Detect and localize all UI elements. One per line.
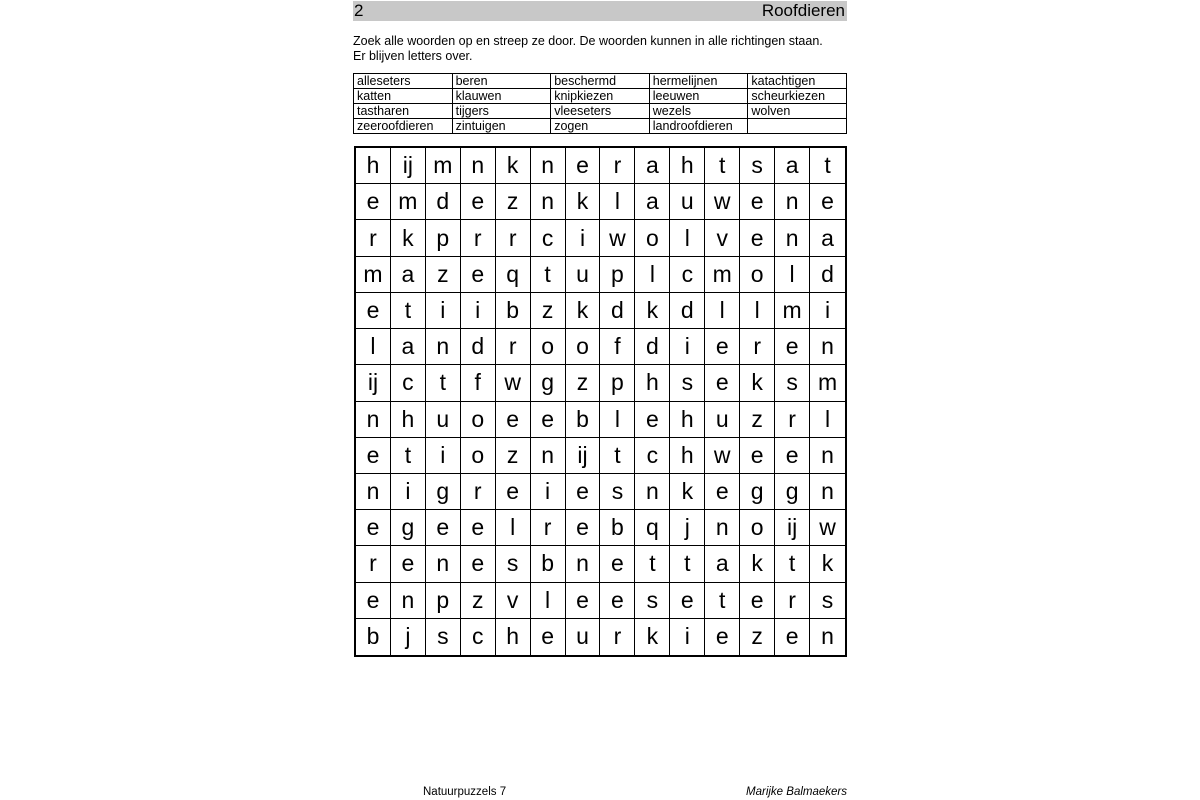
grid-cell[interactable]: e: [496, 402, 531, 438]
grid-cell[interactable]: e: [740, 184, 775, 220]
word-list-item: leeuwen: [649, 89, 748, 104]
page-title: Roofdieren: [761, 1, 845, 20]
grid-cell[interactable]: d: [810, 257, 845, 293]
grid-cell[interactable]: e: [461, 546, 496, 582]
grid-cell[interactable]: s: [635, 583, 670, 619]
word-list-item: beschermd: [551, 74, 650, 89]
grid-cell[interactable]: d: [670, 293, 705, 329]
grid-cell[interactable]: t: [775, 546, 810, 582]
grid-cell[interactable]: t: [670, 546, 705, 582]
grid-cell[interactable]: s: [810, 583, 845, 619]
grid-cell[interactable]: b: [356, 619, 391, 655]
grid-cell[interactable]: d: [635, 329, 670, 365]
grid-cell[interactable]: k: [496, 148, 531, 184]
grid-cell[interactable]: e: [356, 583, 391, 619]
grid-cell[interactable]: v: [496, 583, 531, 619]
grid-cell[interactable]: a: [391, 329, 426, 365]
word-list-item: katten: [354, 89, 453, 104]
grid-cell[interactable]: b: [531, 546, 566, 582]
grid-cell[interactable]: h: [391, 402, 426, 438]
grid-cell[interactable]: o: [635, 220, 670, 256]
grid-cell[interactable]: d: [600, 293, 635, 329]
grid-cell[interactable]: u: [705, 402, 740, 438]
grid-cell[interactable]: t: [810, 148, 845, 184]
grid-cell[interactable]: n: [775, 220, 810, 256]
grid-cell[interactable]: n: [810, 329, 845, 365]
word-list-item: katachtigen: [748, 74, 847, 89]
grid-cell[interactable]: k: [740, 365, 775, 401]
word-list-row: [354, 119, 847, 134]
grid-cell[interactable]: q: [496, 257, 531, 293]
grid-cell[interactable]: z: [461, 583, 496, 619]
grid-cell[interactable]: s: [600, 474, 635, 510]
grid-cell[interactable]: n: [426, 329, 461, 365]
grid-cell[interactable]: e: [531, 402, 566, 438]
word-list-item: beren: [452, 74, 551, 89]
grid-cell[interactable]: g: [740, 474, 775, 510]
grid-cell[interactable]: s: [775, 365, 810, 401]
grid-cell[interactable]: c: [391, 365, 426, 401]
grid-cell[interactable]: a: [635, 148, 670, 184]
grid-cell[interactable]: e: [461, 510, 496, 546]
grid-cell[interactable]: p: [426, 583, 461, 619]
grid-cell[interactable]: u: [566, 257, 601, 293]
grid-cell[interactable]: ij: [775, 510, 810, 546]
grid-cell[interactable]: l: [600, 402, 635, 438]
grid-cell[interactable]: i: [810, 293, 845, 329]
grid-cell[interactable]: u: [566, 619, 601, 655]
grid-cell[interactable]: a: [775, 148, 810, 184]
grid-cell[interactable]: e: [775, 619, 810, 655]
grid-cell[interactable]: m: [356, 257, 391, 293]
grid-cell[interactable]: v: [705, 220, 740, 256]
word-list-row: [354, 104, 847, 119]
grid-cell[interactable]: c: [635, 438, 670, 474]
grid-cell[interactable]: a: [705, 546, 740, 582]
grid-cell[interactable]: s: [496, 546, 531, 582]
grid-cell[interactable]: h: [496, 619, 531, 655]
grid-cell[interactable]: n: [531, 438, 566, 474]
grid-cell[interactable]: k: [391, 220, 426, 256]
grid-cell[interactable]: r: [356, 220, 391, 256]
grid-cell[interactable]: e: [740, 438, 775, 474]
grid-cell[interactable]: e: [775, 329, 810, 365]
grid-cell[interactable]: k: [635, 293, 670, 329]
grid-cell[interactable]: z: [426, 257, 461, 293]
grid-cell[interactable]: n: [461, 148, 496, 184]
grid-cell[interactable]: e: [566, 474, 601, 510]
grid-cell[interactable]: i: [531, 474, 566, 510]
grid-cell[interactable]: l: [531, 583, 566, 619]
word-list-item: tijgers: [452, 104, 551, 119]
grid-cell[interactable]: a: [391, 257, 426, 293]
grid-cell[interactable]: m: [391, 184, 426, 220]
grid-cell[interactable]: n: [531, 148, 566, 184]
grid-cell[interactable]: t: [705, 583, 740, 619]
worksheet-page: [353, 0, 847, 800]
word-list-item: zintuigen: [452, 119, 551, 134]
grid-cell[interactable]: e: [356, 293, 391, 329]
grid-cell[interactable]: j: [670, 510, 705, 546]
grid-cell[interactable]: k: [810, 546, 845, 582]
word-list-item: vleeseters: [551, 104, 650, 119]
grid-cell[interactable]: a: [810, 220, 845, 256]
grid-cell[interactable]: e: [635, 402, 670, 438]
grid-cell[interactable]: z: [531, 293, 566, 329]
grid-cell[interactable]: e: [356, 510, 391, 546]
word-list-item: knipkiezen: [551, 89, 650, 104]
grid-cell[interactable]: i: [566, 220, 601, 256]
word-list-item: [748, 119, 847, 134]
grid-cell[interactable]: f: [461, 365, 496, 401]
grid-cell[interactable]: e: [740, 220, 775, 256]
grid-cell[interactable]: n: [810, 474, 845, 510]
grid-cell[interactable]: t: [391, 438, 426, 474]
grid-cell[interactable]: b: [566, 402, 601, 438]
word-list-item: alleseters: [354, 74, 453, 89]
grid-cell[interactable]: n: [566, 546, 601, 582]
grid-cell[interactable]: u: [670, 184, 705, 220]
grid-cell[interactable]: n: [775, 184, 810, 220]
grid-cell[interactable]: e: [566, 583, 601, 619]
grid-cell[interactable]: h: [356, 148, 391, 184]
grid-cell[interactable]: e: [461, 257, 496, 293]
grid-cell[interactable]: o: [461, 438, 496, 474]
page-header: [353, 1, 847, 21]
grid-cell[interactable]: l: [740, 293, 775, 329]
grid-cell[interactable]: n: [821, 623, 834, 650]
grid-cell[interactable]: e: [705, 619, 740, 655]
grid-cell[interactable]: z: [496, 438, 531, 474]
word-list-item: zogen: [551, 119, 650, 134]
grid-cell[interactable]: m: [426, 148, 461, 184]
grid-cell[interactable]: z: [740, 619, 775, 655]
grid-cell[interactable]: i: [670, 329, 705, 365]
grid-cell[interactable]: s: [426, 619, 461, 655]
grid-cell[interactable]: r: [775, 402, 810, 438]
grid-cell[interactable]: h: [670, 148, 705, 184]
grid-cell[interactable]: e: [391, 546, 426, 582]
grid-cell[interactable]: c: [461, 619, 496, 655]
grid-cell[interactable]: t: [426, 365, 461, 401]
word-list-row: [354, 89, 847, 104]
grid-cell[interactable]: e: [426, 510, 461, 546]
grid-cell[interactable]: r: [775, 583, 810, 619]
grid-cell[interactable]: w: [705, 438, 740, 474]
word-list-item: wolven: [748, 104, 847, 119]
grid-cell[interactable]: n: [531, 184, 566, 220]
grid-cell[interactable]: k: [740, 546, 775, 582]
instruction-line: Zoek alle woorden op en streep ze door. De woorden kunnen in alle richtingen staan.: [353, 34, 823, 48]
grid-cell[interactable]: n: [356, 402, 391, 438]
grid-cell[interactable]: e: [810, 184, 845, 220]
grid-cell[interactable]: d: [461, 329, 496, 365]
grid-cell[interactable]: t: [635, 546, 670, 582]
page-number: 2: [354, 1, 364, 20]
grid-cell[interactable]: e: [566, 148, 601, 184]
grid-cell[interactable]: n: [426, 546, 461, 582]
grid-cell[interactable]: r: [496, 329, 531, 365]
grid-cell[interactable]: o: [566, 329, 601, 365]
grid-cell[interactable]: i: [391, 474, 426, 510]
footer-book-title: Natuurpuzzels 7: [423, 786, 507, 798]
grid-cell[interactable]: n: [635, 474, 670, 510]
grid-cell[interactable]: ij: [391, 148, 426, 184]
grid-cell[interactable]: u: [426, 402, 461, 438]
grid-cell[interactable]: e: [670, 583, 705, 619]
grid-cell[interactable]: g: [391, 510, 426, 546]
grid-cell[interactable]: l: [356, 329, 391, 365]
grid-cell[interactable]: g: [531, 365, 566, 401]
grid-cell[interactable]: r: [461, 220, 496, 256]
grid-cell[interactable]: l: [600, 184, 635, 220]
grid-cell[interactable]: e: [705, 329, 740, 365]
grid-cell[interactable]: q: [635, 510, 670, 546]
grid-cell[interactable]: m: [705, 257, 740, 293]
grid-cell[interactable]: h: [670, 402, 705, 438]
grid-cell[interactable]: r: [496, 220, 531, 256]
grid-cell[interactable]: w: [600, 220, 635, 256]
instructions: [353, 34, 847, 64]
grid-cell[interactable]: w: [810, 510, 845, 546]
grid-cell[interactable]: z: [496, 184, 531, 220]
grid-cell[interactable]: z: [566, 365, 601, 401]
grid-cell[interactable]: s: [740, 148, 775, 184]
grid-cell[interactable]: e: [705, 474, 740, 510]
grid-cell[interactable]: e: [740, 583, 775, 619]
grid-cell[interactable]: o: [740, 510, 775, 546]
word-list: [353, 73, 847, 134]
grid-cell[interactable]: l: [810, 402, 845, 438]
grid-cell[interactable]: o: [461, 402, 496, 438]
grid-cell[interactable]: r: [531, 510, 566, 546]
grid-cell[interactable]: e: [775, 438, 810, 474]
grid-cell[interactable]: e: [600, 546, 635, 582]
grid-cell[interactable]: m: [810, 365, 845, 401]
grid-cell[interactable]: h: [670, 438, 705, 474]
grid-cell[interactable]: r: [461, 474, 496, 510]
grid-cell[interactable]: w: [496, 365, 531, 401]
grid-cell[interactable]: e: [566, 510, 601, 546]
footer-author: Marijke Balmaekers: [746, 786, 847, 798]
grid-cell[interactable]: o: [740, 257, 775, 293]
word-list-item: scheurkiezen: [748, 89, 847, 104]
grid-cell[interactable]: n: [810, 438, 845, 474]
grid-cell[interactable]: e: [461, 184, 496, 220]
grid-cell[interactable]: e: [356, 438, 391, 474]
grid-cell[interactable]: ij: [356, 365, 391, 401]
grid-cell[interactable]: k: [670, 474, 705, 510]
grid-cell[interactable]: k: [635, 619, 670, 655]
grid-cell[interactable]: c: [670, 257, 705, 293]
grid-cell[interactable]: r: [600, 619, 635, 655]
grid-cell[interactable]: i: [670, 619, 705, 655]
grid-cell[interactable]: e: [705, 365, 740, 401]
letter-grid: [354, 146, 847, 657]
grid-cell[interactable]: l: [496, 510, 531, 546]
grid-cell[interactable]: ij: [566, 438, 601, 474]
grid-cell[interactable]: i: [426, 438, 461, 474]
grid-cell[interactable]: t: [600, 438, 635, 474]
grid-cell[interactable]: p: [600, 365, 635, 401]
grid-cell[interactable]: i: [426, 293, 461, 329]
grid-cell[interactable]: w: [705, 184, 740, 220]
grid-cell[interactable]: f: [600, 329, 635, 365]
word-list-item: tastharen: [354, 104, 453, 119]
grid-cell[interactable]: k: [566, 293, 601, 329]
grid-cell[interactable]: n: [705, 510, 740, 546]
grid-cell[interactable]: r: [356, 546, 391, 582]
grid-cell[interactable]: i: [461, 293, 496, 329]
grid-cell[interactable]: l: [705, 293, 740, 329]
word-list-item: landroofdieren: [649, 119, 748, 134]
grid-cell[interactable]: p: [426, 220, 461, 256]
grid-cell[interactable]: o: [531, 329, 566, 365]
word-list-item: zeeroofdieren: [354, 119, 453, 134]
grid-cell[interactable]: h: [635, 365, 670, 401]
grid-cell[interactable]: c: [531, 220, 566, 256]
word-list-item: hermelijnen: [649, 74, 748, 89]
grid-cell[interactable]: t: [391, 293, 426, 329]
grid-cell[interactable]: n: [391, 583, 426, 619]
grid-cell[interactable]: e: [531, 619, 566, 655]
grid-cell[interactable]: t: [705, 148, 740, 184]
grid-cell[interactable]: m: [775, 293, 810, 329]
grid-cell[interactable]: e: [600, 583, 635, 619]
grid-cell[interactable]: s: [670, 365, 705, 401]
grid-cell[interactable]: b: [496, 293, 531, 329]
grid-cell[interactable]: t: [531, 257, 566, 293]
grid-cell[interactable]: a: [635, 184, 670, 220]
grid-cell[interactable]: l: [670, 220, 705, 256]
word-list-row: [354, 74, 847, 89]
grid-cell[interactable]: l: [775, 257, 810, 293]
grid-cell[interactable]: g: [775, 474, 810, 510]
word-list-item: klauwen: [452, 89, 551, 104]
grid-cell[interactable]: d: [426, 184, 461, 220]
grid-cell[interactable]: e: [356, 184, 391, 220]
grid-cell[interactable]: p: [600, 257, 635, 293]
word-list-item: wezels: [649, 104, 748, 119]
grid-cell[interactable]: n: [356, 474, 391, 510]
grid-cell[interactable]: j: [391, 619, 426, 655]
grid-cell[interactable]: k: [566, 184, 601, 220]
grid-cell[interactable]: g: [426, 474, 461, 510]
grid-cell[interactable]: r: [600, 148, 635, 184]
grid-cell[interactable]: e: [496, 474, 531, 510]
instruction-line: Er blijven letters over.: [353, 49, 473, 63]
grid-cell[interactable]: z: [740, 402, 775, 438]
grid-cell[interactable]: r: [740, 329, 775, 365]
grid-cell[interactable]: b: [600, 510, 635, 546]
grid-cell[interactable]: l: [635, 257, 670, 293]
